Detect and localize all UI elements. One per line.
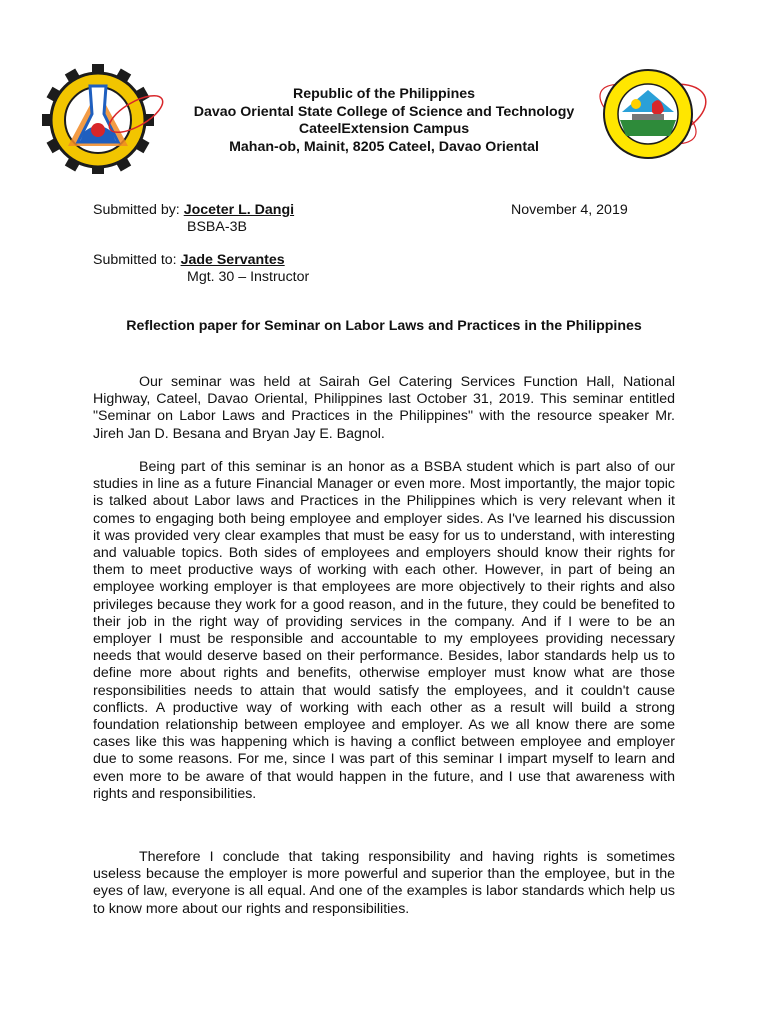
student-name: Joceter L. Dangi: [183, 202, 295, 218]
campus-name: CateelExtension Campus: [298, 121, 470, 137]
submitted-to-line: [93, 252, 285, 268]
instructor-name: Jade Servantes: [180, 252, 285, 268]
paragraph-text: Being part of this seminar is an honor as a BSBA student which is part also of our studies in line as a future Financial Manager or even more. Most importantly, the major topic is talked about Labor laws and Practices in the Philippines which is very relevant when it comes to engaging both being employee and employer sides. As I've learned his discussion it was provided very clear examples that must be easy for us to understand, with interesting and valuable topics. Both sides of employees and employers should know their rights for them to meet productive ways of working with each other. However, in part of being an employee working employer is that employees are more objectively to their rights and also privileges because they work for a good reason, and in the future, they could be benefited to their job in the right way of providing services in the company. And if I were to be an employer I must be responsible and accountable to my employees providing necessary needs that would deserve based on their performance. Besides, labor standards help us to define more about rights and benefits, otherwise employer must know what are those responsibilities needs to attain that would satisfy the employees, and it couldn't cause conflicts. A productive way of working with each other as a result will build a strong foundation relationship between employee and employer. As we all know there are some cases like this was happening which is having a conflict between employee and employer due to some reasons. For me, since I was part of this seminar I impart myself to learn and even more to be aware of that would happen in the future, and I use that awareness with rights and responsibilities.: [93, 459, 675, 802]
paragraph-3: [93, 849, 675, 918]
campus-address: Mahan-ob, Mainit, 8205 Cateel, Davao Oriental: [229, 138, 539, 155]
republic-line: Republic of the Philippines: [292, 86, 476, 102]
paragraph-text: Our seminar was held at Sairah Gel Catering Services Function Hall, National Highway, Cateel, Davao Oriental, Philippines last October 31, 2019. This seminar entitled "Seminar on Labor Laws and Practices in the Philippines" with the resource speaker Mr. Jireh Jan D. Besana and Bryan Jay E. Bagnol.: [93, 374, 675, 442]
college-gear-logo: [40, 62, 166, 174]
student-section: BSBA-3B: [187, 219, 247, 235]
submitted-by-line: [93, 202, 294, 218]
instructor-role: Mgt. 30 – Instructor: [187, 269, 310, 285]
submission-date: November 4, 2019: [511, 202, 628, 218]
paragraph-text: Therefore I conclude that taking responsibility and having rights is sometimes useless because the employer is more powerful and superior than the employee, but in the eyes of law, everyone is all equal. And one of the examples is labor standards which help us to know more about our rights and responsibilities.: [93, 849, 675, 917]
paper-title: Reflection paper for Seminar on Labor Laws and Practices in the Philippines: [126, 318, 642, 334]
institution-header: [160, 86, 608, 156]
submitted-by-label: Submitted by:: [93, 202, 180, 218]
paragraph-2: [93, 459, 675, 803]
college-name: Davao Oriental State College of Science and Technology: [193, 103, 575, 120]
submitted-to-label: Submitted to:: [93, 252, 177, 268]
paragraph-1: [93, 374, 675, 443]
